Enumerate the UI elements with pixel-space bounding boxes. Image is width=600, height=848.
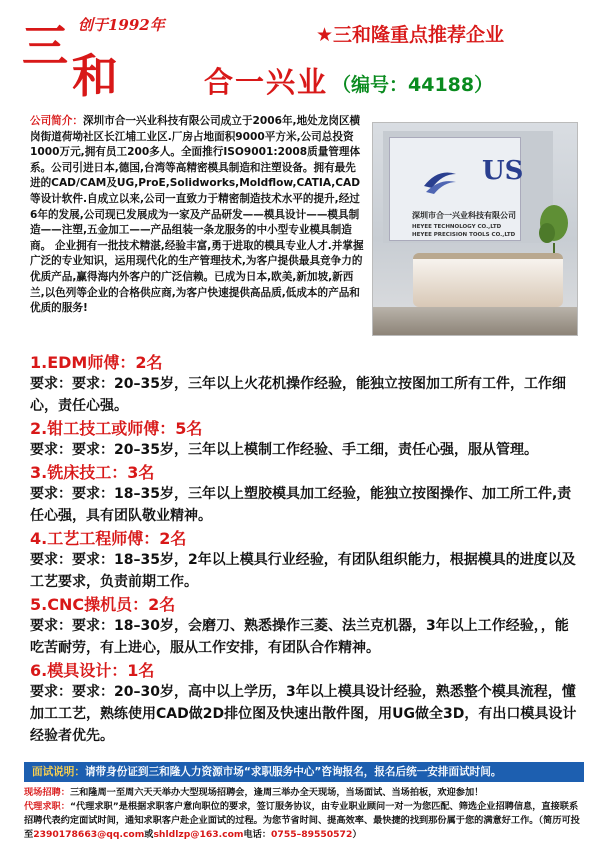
interview-notice [24, 762, 584, 782]
contact-email-163[interactable]: shldlzp@163.com [153, 829, 244, 840]
contact-mid: 或 [144, 829, 154, 840]
job-requirements: 要求：要求：20–35岁，三年以上火花机操作经验，能独立按图加工所有工件，工作细心，责任心强。 [30, 376, 566, 414]
job-item [30, 660, 578, 747]
intro-text: 深圳市合一兴业科技有限公司成立于2006年,地处龙岗区横岗街道荷坳社区长江埔工业区.厂房占地面积9000平方米,公司总投资1000万元,拥有员工200多人。全面推行ISO9001:2008质量管理体系。公司引进日本,德国,台湾等高精密模具制造和注塑设备。拥有最先进的CAD/CAM及UG,ProE,Solidworks,Moldflow,CATIA,CAD等设计软件.自成立以来,公司一直致力于精密制造技术水平的提升,经过6年的发展,公司现已发展成为一家及产品研发——模具设计——模具制造——注塑,五金加工——产品组装一条龙服务的中小型专业模具制造商。 企业拥有一批技术精湛,经验丰富,勇于进取的模具专业人才.并掌握广泛的专业知识，运用现代化的生产管理技术,为客户提供最具竞争力的优质产品,赢得海内外客户的广泛信赖。已成为日本,欧美,新加坡,新西兰,以色列等企业的合格供应商,为客户快速提供高品质,低成本的产品和优质的服务! [30, 115, 364, 315]
company-name: 合一兴业 [204, 65, 329, 99]
photo-logo-letters: US [482, 156, 524, 186]
onsite-label: 现场招聘： [24, 787, 70, 798]
company-logo-icon [420, 164, 460, 200]
agency-recruitment [24, 800, 584, 842]
job-serial-number: （编号：44188） [332, 74, 494, 96]
logo-char-he: 和 [72, 49, 118, 103]
photo-sign-cn: 深圳市合一兴业科技有限公司 [412, 211, 516, 220]
contact-prefix: （简历可投至 [24, 815, 580, 840]
job-requirements: 要求：要求：18–35岁，2年以上模具行业经验，有团队组织能力，根据模具的进度以及工艺要求，负责前期工作。 [30, 552, 576, 590]
logo-char-san: 三 [22, 19, 68, 73]
photo-sign-en2: HEYEE PRECISION TOOLS CO.,LTD [412, 232, 516, 238]
reception-photo [372, 122, 578, 336]
reception-desk [413, 253, 563, 307]
job-item [30, 462, 578, 527]
job-requirements: 要求：要求：18–35岁，三年以上塑胶模具加工经验，能独立按图操作、加工所工件,责任心强，具有团队敬业精神。 [30, 486, 572, 524]
intro-label: 公司简介： [30, 115, 83, 127]
job-requirements: 要求：要求：20–35岁，三年以上模制工作经验、手工细，责任心强，服从管理。 [30, 442, 538, 458]
interview-label: 面试说明： [32, 766, 85, 778]
contact-email-qq[interactable]: 2390178663@qq.com [33, 829, 145, 840]
job-title: 3.铣床技工：3名 [30, 463, 155, 482]
agency-label: 代理求职： [24, 801, 70, 812]
contact-suffix: ） [352, 829, 362, 840]
job-title: 5.CNC操机员：2名 [30, 595, 176, 614]
job-title: 1.EDM师傅：2名 [30, 353, 163, 372]
job-item [30, 352, 578, 417]
logo-since-text: 创于1992年 [78, 16, 165, 34]
service-info [24, 786, 584, 842]
company-intro [30, 114, 578, 340]
job-title: 6.模具设计：1名 [30, 661, 155, 680]
onsite-text: 三和隆周一至周六天天举办大型现场招聘会，逢周三举办全天现场，当场面试、当场拍板，欢迎参加！ [69, 787, 484, 798]
job-item [30, 528, 578, 593]
photo-floor [373, 307, 577, 335]
job-requirements: 要求：要求：18–30岁，会磨刀、熟悉操作三菱、法兰克机器，3年以上工作经验，，能吃苦耐劳，有上进心，服从工作安排，有团队合作精神。 [30, 618, 569, 656]
job-title: 2.钳工技工或师傅：5名 [30, 419, 203, 438]
job-title: 4.工艺工程师傅：2名 [30, 529, 187, 548]
recommend-banner: ★三和隆重点推荐企业 [316, 24, 505, 46]
job-item [30, 418, 578, 461]
job-requirements: 要求：要求：20–30岁，高中以上学历，3年以上模具设计经验，熟悉整个模具流程，懂加工工艺，熟练使用CAD做2D排位图及快速出散件图，用UG做全3D，有出口模具设计经验者优先。 [30, 684, 577, 744]
job-item [30, 594, 578, 659]
job-list [30, 352, 578, 748]
photo-sign-en1: HEYEE TECHNOLOGY CO.,LTD [412, 224, 502, 230]
onsite-recruitment [24, 786, 584, 800]
contact-phone-label: 电话： [243, 829, 272, 840]
contact-phone[interactable]: 0755–89550572 [271, 829, 353, 840]
agency-text: “代理求职”是根据求职客户意向职位的要求，签订服务协议，由专业职业顾问一对一为您匹配、筛选企业招聘信息，直接联系招聘代表约定面试时间，通知求职客户赴企业面试的过程。为您节省时间、提高效率、最快捷的找到那份属于您的满意好工作。 [24, 801, 579, 826]
photo-sign-board [389, 137, 524, 241]
interview-text: 请带身份证到三和隆人力资源市场“求职服务中心”咨询报名，报名后统一安排面试时间。 [84, 766, 502, 778]
sanhe-logo [22, 6, 172, 103]
